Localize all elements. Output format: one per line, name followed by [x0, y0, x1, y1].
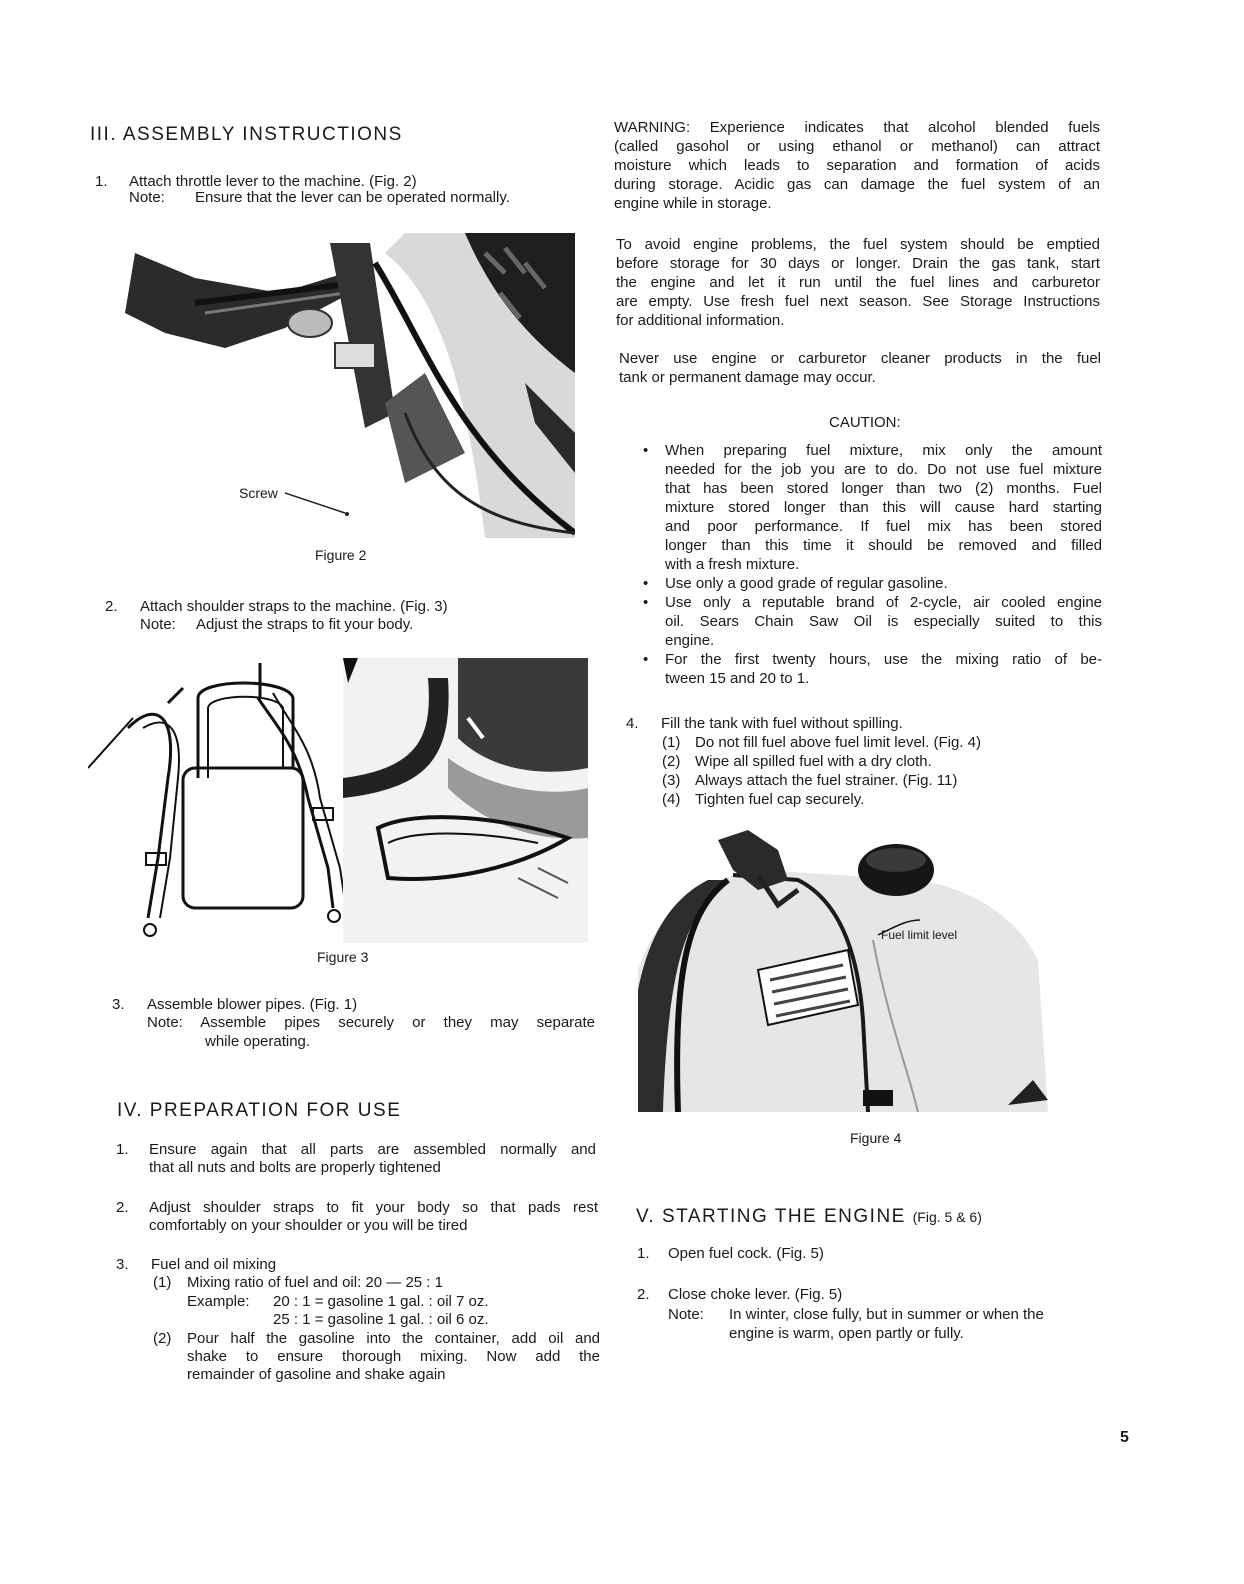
note-line-1	[147, 1013, 595, 1032]
text-line: To avoid engine problems, the fuel system should be emptied	[616, 236, 1100, 253]
text-line: engine while in storage.	[614, 195, 772, 212]
note-line	[668, 1305, 1044, 1324]
figure-label-fuel-limit: Fuel limit level	[881, 928, 958, 942]
sub-text: Do not fill fuel above fuel limit level. (Fig. 4)	[695, 734, 981, 751]
sub-number: (3)	[662, 772, 681, 789]
sub-item	[662, 771, 981, 790]
step-text: that all nuts and bolts are properly tightened	[149, 1159, 441, 1176]
text-line: moisture which leads to separation and formation of acids	[614, 157, 1100, 174]
note-text: Ensure that the lever can be operated normally.	[195, 189, 510, 206]
text-line: mixture stored longer than this will cause hard starting	[665, 499, 1102, 516]
text-line: tween 15 and 20 to 1.	[665, 670, 810, 687]
step-number: 1.	[116, 1141, 129, 1158]
step-text: Attach shoulder straps to the machine. (Fig. 3)	[140, 598, 448, 615]
step-text: Assemble blower pipes. (Fig. 1)	[147, 996, 358, 1013]
text-line: For the first twenty hours, use the mixing ratio of be-	[665, 651, 1102, 668]
text-line: the engine and let it run until the fuel lines and carburetor	[616, 274, 1100, 291]
step-text: Open fuel cock. (Fig. 5)	[668, 1245, 824, 1262]
bullet-icon: •	[643, 594, 649, 611]
callout-arrow	[285, 491, 365, 521]
sub-text: Mixing ratio of fuel and oil: 20 — 25 : 1	[187, 1274, 443, 1291]
sub-item	[662, 790, 981, 809]
text-line: oil. Sears Chain Saw Oil is especially suited to this	[665, 613, 1102, 630]
sub-item	[662, 752, 981, 771]
caution-title: CAUTION:	[829, 414, 901, 431]
text-line: WARNING: Experience indicates that alcohol blended fuels	[614, 119, 1100, 136]
text-line: longer than this time it should be removed and filled	[665, 537, 1102, 554]
section-heading-preparation: IV. PREPARATION FOR USE	[117, 1100, 402, 1121]
note-line	[147, 1013, 595, 1032]
text-line: tank or permanent damage may occur.	[619, 369, 876, 386]
caution-item	[643, 441, 1102, 574]
step-text: Fill the tank with fuel without spilling.	[661, 715, 903, 732]
fuel-tank-illustration	[638, 820, 1070, 1112]
text-line: needed for the job you are to do. Do not use fuel mixture	[665, 461, 1102, 478]
heading-reference: (Fig. 5 & 6)	[912, 1209, 982, 1225]
step-text: Ensure again that all parts are assembled normally and	[149, 1141, 596, 1158]
step-text: Fuel and oil mixing	[151, 1256, 277, 1273]
sub-text: shake to ensure thorough mixing. Now add the	[187, 1348, 600, 1365]
text-line: that has been stored longer than two (2) months. Fuel	[665, 480, 1102, 497]
sub-text: remainder of gasoline and shake again	[187, 1366, 446, 1383]
step-text: Attach throttle lever to the machine. (Fig. 2)	[129, 173, 417, 190]
text-line: are empty. Use fresh fuel next season. See Storage Instructions	[616, 293, 1100, 310]
sub-text: Pour half the gasoline into the container, add oil and	[187, 1330, 600, 1347]
example-label: Example:	[187, 1293, 250, 1310]
step-text: Close choke lever. (Fig. 5)	[668, 1286, 843, 1303]
sub-number: (2)	[662, 753, 681, 770]
text-line: with a fresh mixture.	[665, 556, 800, 573]
note-line	[129, 188, 510, 207]
text-line: for additional information.	[616, 312, 785, 329]
note-label: Note:	[140, 616, 176, 633]
sub-number: (1)	[662, 734, 681, 751]
step-text: Adjust shoulder straps to fit your body so that pads rest	[149, 1199, 598, 1216]
sub-number: (4)	[662, 791, 681, 808]
note-text: In winter, close fully, but in summer or when the	[729, 1306, 1044, 1323]
storage-paragraph	[616, 235, 1100, 330]
sub-item	[662, 733, 981, 752]
note-text: Adjust the straps to fit your body.	[196, 616, 414, 633]
bullet-icon: •	[643, 651, 649, 668]
caution-list	[643, 441, 1102, 688]
text-line: When preparing fuel mixture, mix only the amount	[665, 442, 1102, 459]
note-label: Note:	[147, 1014, 183, 1031]
step-text: comfortably on your shoulder or you will be tired	[149, 1217, 468, 1234]
page-number: 5	[1120, 1429, 1129, 1446]
step-number: 2.	[637, 1286, 650, 1303]
text-line: Never use engine or carburetor cleaner products in the fuel	[619, 350, 1101, 367]
caution-item	[643, 593, 1102, 650]
text-line: (called gasohol or using ethanol or methanol) can attract	[614, 138, 1100, 155]
text-line: during storage. Acidic gas can damage the fuel system of an	[614, 176, 1100, 193]
warning-paragraph	[614, 118, 1100, 213]
text-line: and poor performance. If fuel mix has been stored	[665, 518, 1102, 535]
text-line: engine.	[665, 632, 715, 649]
sub-text: Wipe all spilled fuel with a dry cloth.	[695, 753, 932, 770]
figure-4-photo	[638, 820, 1070, 1112]
sub-list	[662, 733, 981, 809]
figure-label-screw: Screw	[239, 485, 278, 501]
note-label: Note:	[129, 189, 165, 206]
text-line: Use only a reputable brand of 2-cycle, air cooled engine	[665, 594, 1102, 611]
text-line: before storage for 30 days or longer. Drain the gas tank, start	[616, 255, 1100, 272]
section-heading-starting	[636, 1206, 982, 1228]
note-label: Note:	[668, 1306, 704, 1323]
sub-text: Tighten fuel cap securely.	[695, 791, 865, 808]
figure-3-photo	[88, 658, 588, 943]
cleaner-paragraph	[619, 349, 1101, 387]
example-line: 25 : 1 = gasoline 1 gal. : oil 6 oz.	[273, 1311, 489, 1328]
figure-caption: Figure 3	[317, 949, 369, 965]
step-number: 2.	[116, 1199, 129, 1216]
figure-caption: Figure 2	[315, 547, 367, 563]
step-number: 2.	[105, 598, 118, 615]
step-number: 1.	[637, 1245, 650, 1262]
note-text: while operating.	[205, 1033, 311, 1050]
sub-text: Always attach the fuel strainer. (Fig. 11)	[695, 772, 958, 789]
note-line	[140, 615, 413, 634]
heading-text: V. STARTING THE ENGINE	[636, 1206, 906, 1227]
shoulder-straps-illustration	[88, 658, 588, 943]
figure-2-photo	[105, 233, 575, 538]
step-number: 4.	[626, 715, 639, 732]
figure-caption: Figure 4	[850, 1130, 902, 1146]
section-heading-assembly: III. ASSEMBLY INSTRUCTIONS	[90, 124, 403, 145]
step-number: 3.	[116, 1256, 129, 1273]
note-text: Assemble pipes securely or they may separate	[200, 1014, 596, 1031]
sub-number: (1)	[153, 1274, 172, 1291]
caution-item	[643, 574, 1102, 593]
text-line: Use only a good grade of regular gasoline.	[665, 575, 948, 592]
step-number: 1.	[95, 173, 108, 190]
note-text: engine is warm, open partly or fully.	[729, 1325, 964, 1342]
bullet-icon: •	[643, 442, 649, 459]
step-number: 3.	[112, 996, 125, 1013]
bullet-icon: •	[643, 575, 649, 592]
example-line: 20 : 1 = gasoline 1 gal. : oil 7 oz.	[273, 1293, 489, 1310]
caution-item	[643, 650, 1102, 688]
sub-number: (2)	[153, 1330, 172, 1347]
